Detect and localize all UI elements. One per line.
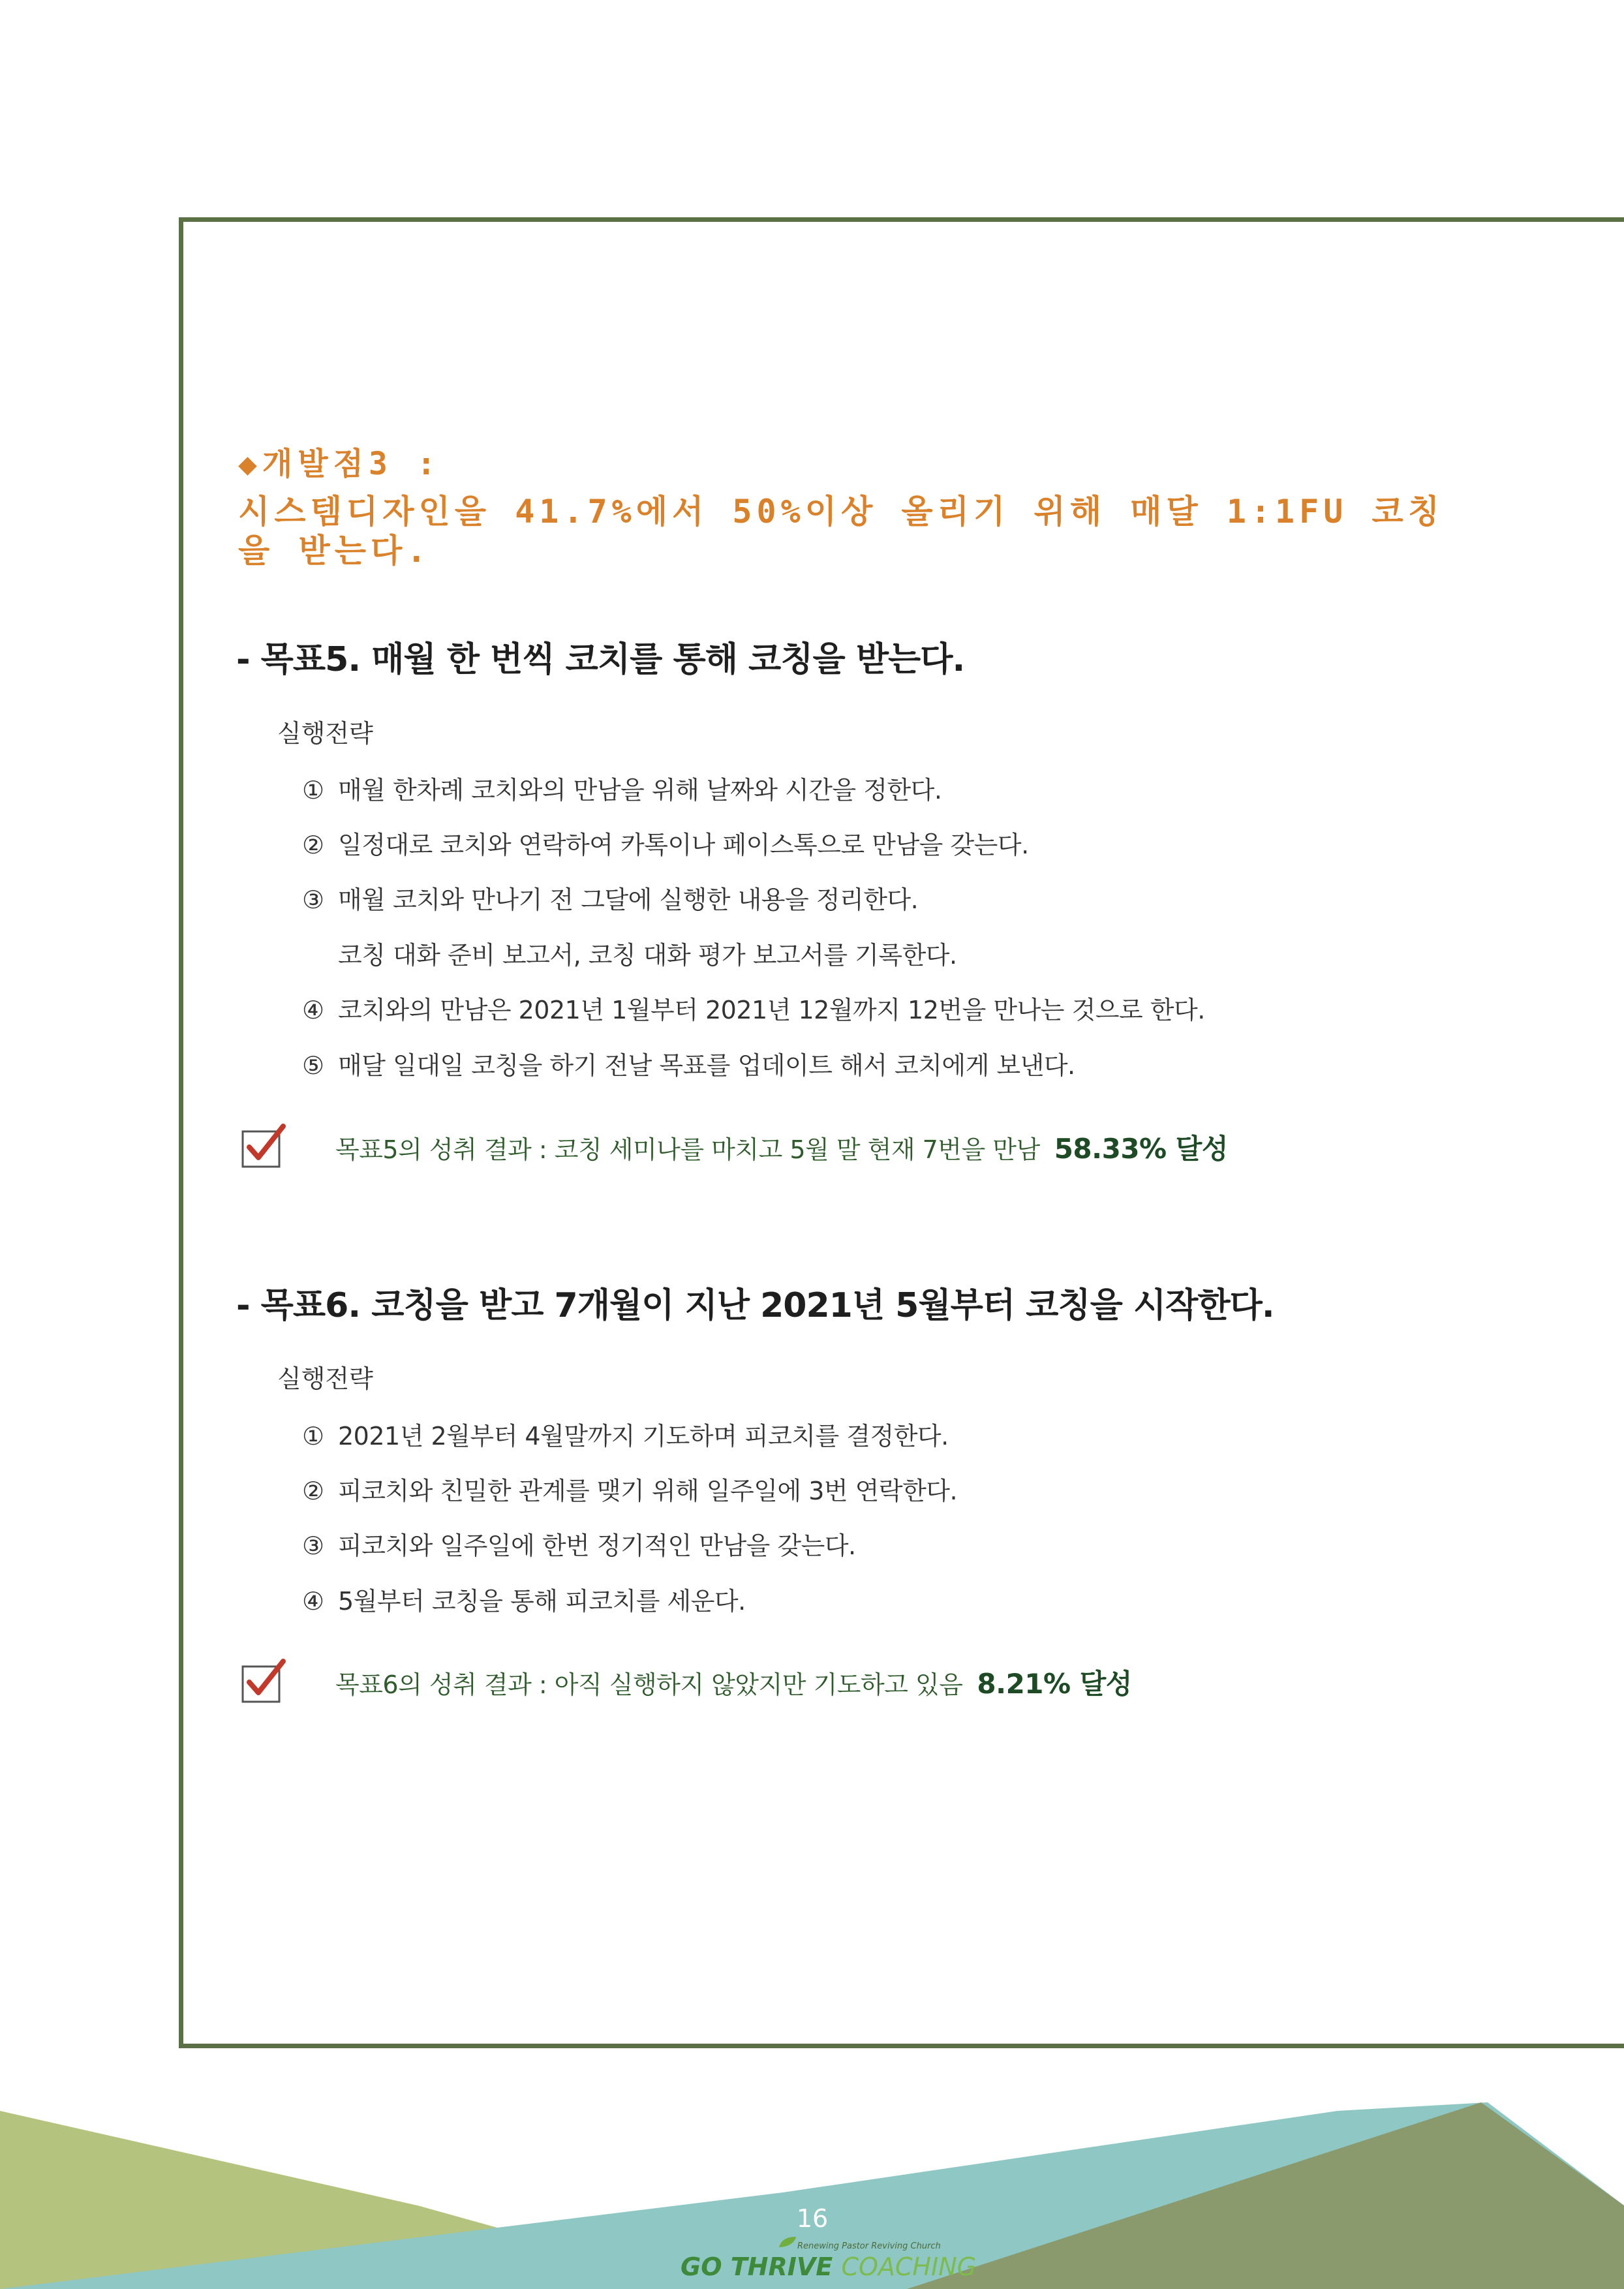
item-number: ③ [302,885,324,914]
logo-accent-text: COACHING [841,2252,977,2281]
goal5-item-2 [302,825,1029,861]
goal5-item-1 [302,770,942,806]
item-text: 매월 코치와 만나기 전 그달에 실행한 내용을 정리한다. [338,885,919,914]
item-number: ② [302,1477,324,1505]
goal5-result [335,1128,1228,1167]
goal5-item-5 [302,1045,1075,1081]
item-text: 2021년 2월부터 4월말까지 기도하며 피코치를 결정한다. [338,1422,949,1451]
goal5-strategy-label: 실행전략 [277,719,373,748]
goal5-result-percent: 58.33% 달성 [1054,1133,1228,1165]
item-number: ① [302,776,324,805]
item-number: ③ [302,1531,324,1560]
item-number: ④ [302,996,324,1024]
development-description: 시스템디자인을 41.7%에서 50%이상 올리기 위해 매달 1:1FU 코칭을 받는다. [238,493,1445,570]
goal6-strategy-label: 실행전략 [277,1364,373,1393]
logo-main-text: GO THRIVE [681,2252,842,2281]
page-number: 16 [796,2204,829,2233]
goal6-result-percent: 8.21% 달성 [977,1668,1132,1700]
item-number: ⑤ [302,1051,324,1080]
goal6-item-2 [302,1471,957,1507]
item-number: ① [302,1422,324,1451]
goal5-item-4 [302,990,1205,1026]
goal6-heading: - 목표6. 코칭을 받고 7개월이 지난 2021년 5월부터 코칭을 시작한다. [236,1286,1274,1325]
goal5-item-3 [302,880,918,915]
goal5-item-3-continuation: 코칭 대화 준비 보고서, 코칭 대화 평가 보고서를 기록한다. [338,941,957,970]
item-text: 피코치와 친밀한 관계를 맺기 위해 일주일에 3번 연락한다. [338,1477,958,1505]
item-text: 피코치와 일주일에 한번 정기적인 만남을 갖는다. [338,1531,856,1560]
item-text: 매달 일대일 코칭을 하기 전날 목표를 업데이트 해서 코치에게 보낸다. [338,1051,1075,1080]
goal6-item-1 [302,1416,949,1452]
goal5-heading: - 목표5. 매월 한 번씩 코치를 통해 코칭을 받는다. [236,640,965,679]
item-text: 코치와의 만남은 2021년 1월부터 2021년 12월까지 12번을 만나는 것으로 한다. [338,996,1205,1024]
item-number: ④ [302,1587,324,1616]
item-number: ② [302,831,324,859]
item-text: 일정대로 코치와 연락하여 카톡이나 페이스톡으로 만남을 갖는다. [338,831,1029,859]
checkbox-icon [240,1657,287,1704]
item-text: 매월 한차례 코치와의 만남을 위해 날짜와 시간을 정한다. [338,776,942,805]
goal6-item-4 [302,1581,746,1617]
logo [681,2252,976,2281]
goal6-result-text: 목표6의 성취 결과 : 아직 실행하지 않았지만 기도하고 있음 [335,1670,963,1699]
goal6-result [335,1663,1132,1702]
logo-tagline: Renewing Pastor Reviving Church [797,2241,941,2251]
goal6-item-3 [302,1526,856,1561]
item-text: 5월부터 코칭을 통해 피코치를 세운다. [338,1587,746,1616]
development-title: ◆개발점3 : [238,446,441,482]
goal5-result-text: 목표5의 성취 결과 : 코칭 세미나를 마치고 5월 말 현재 7번을 만남 [335,1135,1040,1164]
leaf-icon [778,2235,797,2249]
checkbox-icon [240,1122,287,1169]
